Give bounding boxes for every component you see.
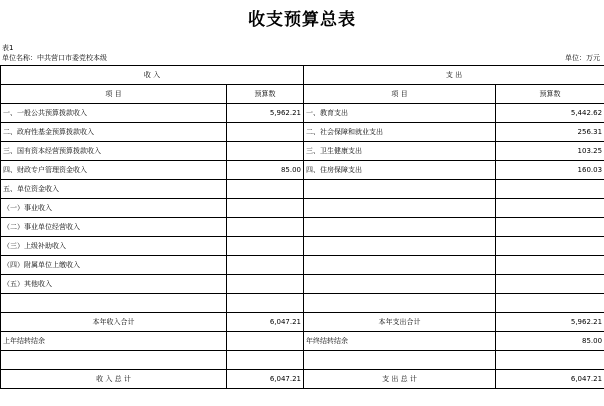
- table-row: [1, 332, 604, 351]
- income-value-cell: 85.00: [227, 161, 304, 180]
- income-item-cell: （五）其他收入: [1, 275, 227, 294]
- expense-value-cell: [496, 294, 604, 313]
- expense-item-cell: 年终结转结余: [304, 332, 496, 351]
- table-row: [1, 142, 604, 161]
- table-row: [1, 237, 604, 256]
- expense-item-cell: 本年支出合计: [304, 313, 496, 332]
- table-row: [1, 370, 604, 389]
- income-value-cell: [227, 256, 304, 275]
- expense-item-cell: 二、社会保障和就业支出: [304, 123, 496, 142]
- expense-item-cell: [304, 275, 496, 294]
- income-value-cell: [227, 294, 304, 313]
- income-item-cell: （四）附属单位上缴收入: [1, 256, 227, 275]
- income-item-cell: [1, 294, 227, 313]
- currency-unit: 单位：万元: [565, 54, 600, 62]
- expense-value-cell: [496, 199, 604, 218]
- income-value-cell: 5,962.21: [227, 104, 304, 123]
- column-header-row: [1, 85, 604, 104]
- income-value-cell: 6,047.21: [227, 313, 304, 332]
- income-value-cell: [227, 180, 304, 199]
- expense-value-cell: 5,442.62: [496, 104, 604, 123]
- table-number: 表1: [2, 44, 14, 52]
- expense-value-cell: 103.25: [496, 142, 604, 161]
- unit-name: 单位名称：中共营口市委党校本级: [2, 54, 107, 62]
- table-row: [1, 275, 604, 294]
- expense-value-cell: [496, 218, 604, 237]
- page-title: 收支预算总表: [248, 10, 356, 30]
- table-row: [1, 123, 604, 142]
- income-item-cell: 五、单位资金收入: [1, 180, 227, 199]
- income-value-cell: [227, 123, 304, 142]
- table-row: [1, 199, 604, 218]
- income-value-cell: [227, 351, 304, 370]
- expense-value-cell: [496, 351, 604, 370]
- table-row: [1, 180, 604, 199]
- expense-value-cell: 160.03: [496, 161, 604, 180]
- expense-item-cell: [304, 218, 496, 237]
- income-item-cell: 四、财政专户管理资金收入: [1, 161, 227, 180]
- income-value-cell: [227, 218, 304, 237]
- expense-item-cell: [304, 199, 496, 218]
- expense-item-cell: [304, 351, 496, 370]
- expense-item-cell: [304, 294, 496, 313]
- income-item-cell: 上年结转结余: [1, 332, 227, 351]
- table-row: [1, 218, 604, 237]
- expense-header: 支 出: [304, 66, 604, 85]
- table-row: [1, 256, 604, 275]
- income-item-cell: 收 入 总 计: [1, 370, 227, 389]
- expense-value-cell: [496, 180, 604, 199]
- income-value-cell: 6,047.21: [227, 370, 304, 389]
- expense-item-cell: [304, 180, 496, 199]
- income-item-cell: （二）事业单位经营收入: [1, 218, 227, 237]
- expense-budget-header: 预算数: [496, 85, 604, 104]
- income-value-cell: [227, 275, 304, 294]
- expense-item-cell: 四、住房保障支出: [304, 161, 496, 180]
- expense-item-cell: 一、教育支出: [304, 104, 496, 123]
- expense-value-cell: 256.31: [496, 123, 604, 142]
- expense-item-cell: [304, 237, 496, 256]
- income-item-header: 项 目: [1, 85, 227, 104]
- expense-item-cell: [304, 256, 496, 275]
- income-value-cell: [227, 237, 304, 256]
- income-budget-header: 预算数: [227, 85, 304, 104]
- income-item-cell: 本年收入合计: [1, 313, 227, 332]
- income-header: 收 入: [1, 66, 304, 85]
- income-item-cell: 一、一般公共预算拨款收入: [1, 104, 227, 123]
- income-item-cell: （三）上级补助收入: [1, 237, 227, 256]
- expense-value-cell: 6,047.21: [496, 370, 604, 389]
- income-item-cell: 二、政府性基金预算拨款收入: [1, 123, 227, 142]
- table-row: [1, 161, 604, 180]
- income-value-cell: [227, 332, 304, 351]
- expense-value-cell: 85.00: [496, 332, 604, 351]
- table-row: [1, 294, 604, 313]
- budget-summary-table: [0, 65, 604, 389]
- table-row: [1, 313, 604, 332]
- income-item-cell: [1, 351, 227, 370]
- section-header-row: [1, 66, 604, 85]
- income-item-cell: （一）事业收入: [1, 199, 227, 218]
- expense-value-cell: [496, 275, 604, 294]
- expense-item-header: 项 目: [304, 85, 496, 104]
- income-value-cell: [227, 142, 304, 161]
- table-row: [1, 351, 604, 370]
- expense-value-cell: [496, 256, 604, 275]
- income-item-cell: 三、国有资本经营预算拨款收入: [1, 142, 227, 161]
- income-value-cell: [227, 199, 304, 218]
- expense-value-cell: [496, 237, 604, 256]
- expense-item-cell: 支 出 总 计: [304, 370, 496, 389]
- expense-value-cell: 5,962.21: [496, 313, 604, 332]
- table-row: [1, 104, 604, 123]
- expense-item-cell: 三、卫生健康支出: [304, 142, 496, 161]
